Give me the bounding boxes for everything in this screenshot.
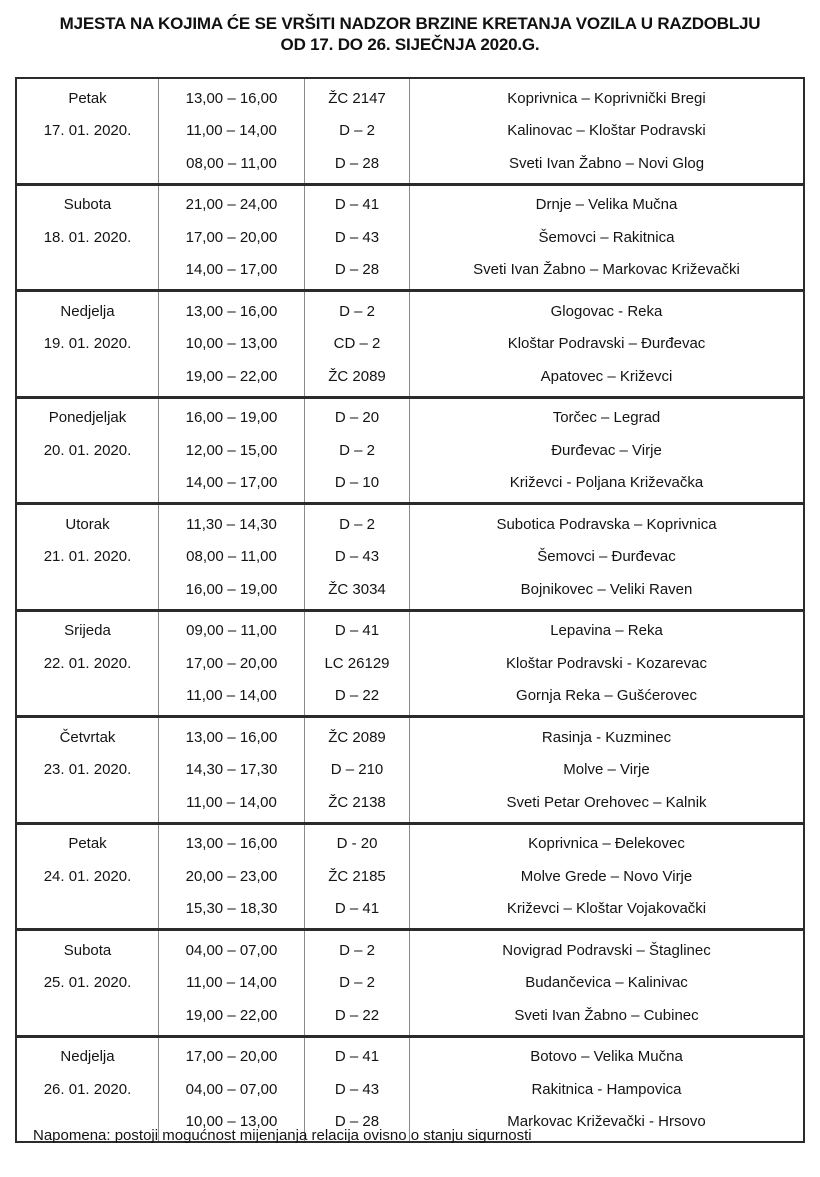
road-code: D - 20 (336, 835, 378, 853)
location-column (410, 931, 803, 1035)
day-date-column (17, 399, 159, 503)
road-code: D – 2 (339, 441, 375, 459)
road-column (305, 1038, 410, 1142)
road-code: LC 26129 (324, 654, 390, 672)
time-column (159, 1038, 305, 1142)
road-code: D – 2 (339, 515, 375, 533)
location-value: Kloštar Podravski - Kozarevac (506, 654, 707, 672)
day-date-column (17, 186, 159, 290)
road-code: D – 41 (334, 196, 380, 214)
date-label: 17. 01. 2020. (43, 122, 132, 140)
time-value: 17,00 – 20,00 (185, 654, 278, 672)
location-value: Botovo – Velika Mučna (530, 1048, 683, 1066)
location-column (410, 612, 803, 716)
location-value: Križevci – Kloštar Vojakovački (506, 900, 707, 918)
day-label: Nedjelja (60, 302, 115, 320)
location-column (410, 186, 803, 290)
time-value: 13,00 – 16,00 (185, 302, 278, 320)
time-value: 19,00 – 22,00 (185, 1006, 278, 1024)
time-value: 15,30 – 18,30 (185, 900, 278, 918)
date-label: 26. 01. 2020. (43, 1080, 132, 1098)
road-column (305, 79, 410, 183)
day-date-column (17, 612, 159, 716)
day-label: Nedjelja (60, 1048, 115, 1066)
empty-cell (17, 360, 158, 393)
road-code: D – 20 (334, 409, 380, 427)
location-value: Subotica Podravska – Koprivnica (496, 515, 717, 533)
schedule-group (17, 609, 803, 716)
day-date-column (17, 825, 159, 929)
time-value: 11,00 – 14,00 (186, 793, 277, 811)
location-value: Šemovci – Đurđevac (537, 548, 676, 566)
road-column (305, 931, 410, 1035)
empty-cell (17, 573, 158, 606)
road-code: ŽC 2138 (328, 793, 386, 811)
time-value: 13,00 – 16,00 (185, 89, 278, 107)
location-value: Rakitnica - Hampovica (531, 1080, 682, 1098)
schedule-group (17, 502, 803, 609)
schedule-group (17, 715, 803, 822)
day-label: Subota (63, 196, 112, 214)
location-value: Markovac Križevački - Hrsovo (507, 1113, 706, 1131)
location-value: Đurđevac – Virje (551, 441, 662, 459)
time-value: 17,00 – 20,00 (185, 1048, 278, 1066)
time-column (159, 718, 305, 822)
time-value: 12,00 – 15,00 (185, 441, 278, 459)
day-date-column (17, 931, 159, 1035)
location-value: Molve Grede – Novo Virje (520, 867, 693, 885)
location-value: Molve – Virje (563, 761, 650, 779)
day-label: Utorak (65, 515, 110, 533)
location-column (410, 1038, 803, 1142)
day-label: Ponedjeljak (48, 409, 127, 427)
location-column (410, 505, 803, 609)
time-value: 17,00 – 20,00 (185, 228, 278, 246)
location-value: Sveti Petar Orehovec – Kalnik (506, 793, 707, 811)
time-column (159, 292, 305, 396)
empty-cell (17, 893, 158, 926)
location-value: Budančevica – Kalinivac (525, 974, 688, 992)
time-value: 11,00 – 14,00 (186, 687, 277, 705)
empty-cell (17, 786, 158, 819)
time-value: 04,00 – 07,00 (185, 1080, 278, 1098)
road-code: ŽC 2147 (328, 89, 386, 107)
location-column (410, 825, 803, 929)
location-value: Koprivnica – Koprivnički Bregi (507, 89, 706, 107)
schedule-group (17, 822, 803, 929)
time-value: 14,00 – 17,00 (185, 261, 278, 279)
road-code: D – 28 (334, 261, 380, 279)
road-code: ŽC 2089 (328, 367, 386, 385)
date-label: 18. 01. 2020. (43, 228, 132, 246)
time-value: 09,00 – 11,00 (186, 622, 277, 640)
empty-cell (17, 147, 158, 180)
road-code: D – 28 (334, 1113, 380, 1131)
time-value: 19,00 – 22,00 (185, 367, 278, 385)
location-value: Križevci - Poljana Križevačka (509, 474, 704, 492)
location-value: Sveti Ivan Žabno – Markovac Križevački (473, 261, 740, 279)
location-value: Gornja Reka – Gušćerovec (516, 687, 697, 705)
time-value: 14,00 – 17,00 (185, 474, 278, 492)
date-label: 21. 01. 2020. (43, 548, 132, 566)
time-value: 16,00 – 19,00 (185, 580, 278, 598)
day-date-column (17, 1038, 159, 1142)
schedule-group (17, 928, 803, 1035)
location-value: Novigrad Podravski – Štaglinec (502, 941, 711, 959)
day-label: Petak (68, 89, 107, 107)
location-value: Šemovci – Rakitnica (538, 228, 675, 246)
time-value: 16,00 – 19,00 (185, 409, 278, 427)
time-value: 11,00 – 14,00 (186, 974, 277, 992)
location-column (410, 718, 803, 822)
day-label: Subota (63, 941, 112, 959)
time-value: 08,00 – 11,00 (186, 548, 277, 566)
road-code: D – 41 (334, 1048, 380, 1066)
schedule-group (17, 396, 803, 503)
road-column (305, 399, 410, 503)
location-value: Drnje – Velika Mučna (535, 196, 678, 214)
road-column (305, 825, 410, 929)
location-column (410, 399, 803, 503)
page-title: MJESTA NA KOJIMA ĆE SE VRŠITI NADZOR BRZINE KRETANJA VOZILA U RAZDOBLJU OD 17. DO 26. SIJEČNJA 2020.G. (59, 14, 761, 54)
road-code: D – 43 (334, 228, 380, 246)
schedule-table (15, 77, 805, 1143)
road-column (305, 505, 410, 609)
road-code: D – 22 (334, 687, 380, 705)
empty-cell (17, 254, 158, 287)
road-code: D – 28 (334, 154, 380, 172)
road-column (305, 186, 410, 290)
location-value: Sveti Ivan Žabno – Novi Glog (508, 154, 705, 172)
road-code: D – 41 (334, 900, 380, 918)
road-code: ŽC 3034 (328, 580, 386, 598)
empty-cell (17, 999, 158, 1032)
empty-cell (17, 680, 158, 713)
date-label: 20. 01. 2020. (43, 441, 132, 459)
road-column (305, 718, 410, 822)
location-value: Kalinovac – Kloštar Podravski (507, 122, 706, 140)
time-value: 08,00 – 11,00 (186, 154, 277, 172)
time-value: 13,00 – 16,00 (185, 728, 278, 746)
road-code: D – 2 (339, 302, 375, 320)
location-value: Kloštar Podravski – Đurđevac (507, 335, 706, 353)
road-code: ŽC 2185 (328, 867, 386, 885)
date-label: 24. 01. 2020. (43, 867, 132, 885)
road-code: D – 10 (334, 474, 380, 492)
day-date-column (17, 292, 159, 396)
time-value: 21,00 – 24,00 (185, 196, 278, 214)
date-label: 25. 01. 2020. (43, 974, 132, 992)
time-column (159, 399, 305, 503)
date-label: 23. 01. 2020. (43, 761, 132, 779)
location-value: Glogovac - Reka (550, 302, 663, 320)
road-code: D – 43 (334, 1080, 380, 1098)
time-value: 11,30 – 14,30 (186, 515, 277, 533)
time-column (159, 505, 305, 609)
location-value: Bojnikovec – Veliki Raven (520, 580, 693, 598)
time-value: 10,00 – 13,00 (185, 1113, 278, 1131)
location-value: Apatovec – Križevci (540, 367, 673, 385)
schedule-group (17, 1035, 803, 1142)
time-value: 10,00 – 13,00 (185, 335, 278, 353)
day-label: Petak (68, 835, 107, 853)
time-value: 11,00 – 14,00 (186, 122, 277, 140)
day-label: Srijeda (64, 622, 111, 640)
road-code: D – 2 (339, 122, 375, 140)
date-label: 22. 01. 2020. (43, 654, 132, 672)
road-code: D – 2 (339, 941, 375, 959)
schedule-group (17, 183, 803, 290)
time-column (159, 186, 305, 290)
road-column (305, 612, 410, 716)
time-column (159, 79, 305, 183)
location-column (410, 79, 803, 183)
location-value: Sveti Ivan Žabno – Cubinec (514, 1006, 699, 1024)
time-column (159, 931, 305, 1035)
road-code: CD – 2 (333, 335, 381, 353)
empty-cell (17, 467, 158, 500)
time-value: 04,00 – 07,00 (185, 941, 278, 959)
time-value: 13,00 – 16,00 (185, 835, 278, 853)
time-value: 20,00 – 23,00 (185, 867, 278, 885)
road-column (305, 292, 410, 396)
road-code: D – 22 (334, 1006, 380, 1024)
road-code: D – 43 (334, 548, 380, 566)
schedule-group (17, 289, 803, 396)
location-column (410, 292, 803, 396)
footer-note: Napomena: postoji mogućnost mijenjanja relacija ovisno o stanju sigurnosti (33, 1127, 532, 1144)
day-date-column (17, 718, 159, 822)
road-code: D – 2 (339, 974, 375, 992)
time-column (159, 825, 305, 929)
location-value: Lepavina – Reka (550, 622, 663, 640)
date-label: 19. 01. 2020. (43, 335, 132, 353)
day-date-column (17, 505, 159, 609)
road-code: D – 210 (330, 761, 384, 779)
location-value: Torčec – Legrad (552, 409, 661, 427)
day-label: Četvrtak (59, 728, 116, 746)
time-column (159, 612, 305, 716)
time-value: 14,30 – 17,30 (185, 761, 278, 779)
location-value: Rasinja - Kuzminec (541, 728, 672, 746)
schedule-group (17, 79, 803, 183)
day-date-column (17, 79, 159, 183)
location-value: Koprivnica – Đelekovec (528, 835, 685, 853)
road-code: ŽC 2089 (328, 728, 386, 746)
road-code: D – 41 (334, 622, 380, 640)
